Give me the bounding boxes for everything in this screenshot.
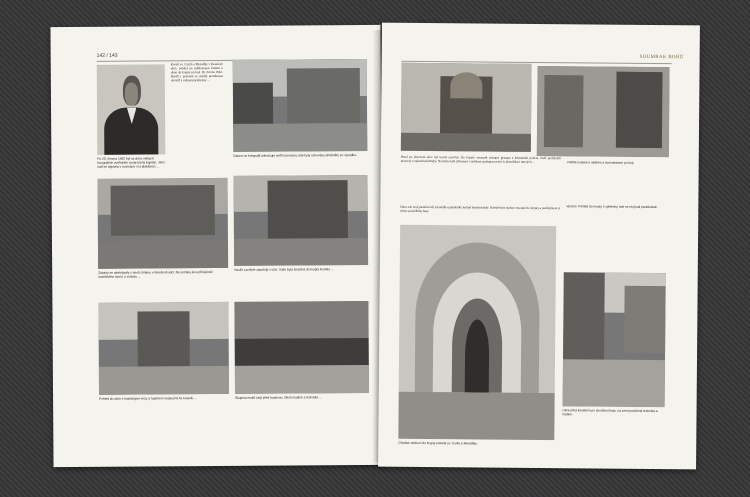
running-head: SOUMRAK BOHŮ <box>639 54 684 61</box>
body-text-1: Hned po skončení akce byl kostel uzavřen. Do krypty vstoupili zástupci gestapa a kriminální policie, kteří prohledali prostory a zajistili předměty. Na místo byli přivezeni i zadržení spolupracovníci k identifikaci mrtvých ... <box>400 154 561 164</box>
body-text: Kostel sv. Cyrila a Metoděje v Resslově ulici, pohled na poškozenou fasádu a okno do krypty po boji 18. června 1942. Hasiči i policisté se snažili proniknout dovnitř a vyhnat parašutisty ... <box>170 61 223 83</box>
photo-altar <box>401 63 532 152</box>
caption-portrait: Po 20. června 1942 byl na dvou velkých fotografiích zveřejněn vyobrazený kapitán. Jeho tvář se objevila v novinách i na plakátech ... <box>97 156 165 169</box>
photo-church-interior <box>537 66 670 157</box>
caption-photo-2: Zásahy se odehrávaly v okolí chrámu v Resslově ulici. Na snímku jsou příslušníci hasičského sboru u vchodu ... <box>98 270 213 279</box>
right-page <box>378 23 700 470</box>
photo-street-1 <box>233 59 368 152</box>
caption-photo-3: Hasiči a policie zasahují v ulici. Voda byla čerpána do krypty kostela ... <box>234 267 334 272</box>
portrait-photo <box>97 64 166 154</box>
caption-crypt-niches: Vpravo: Pohled do krypty s výklenky, kde se ukrývali parašutisté. <box>566 204 658 210</box>
caption-photo-1: Datum na fotografii zobrazuje vnitřní prostory, kde byly uchovány předměty po výsadku. <box>233 153 357 158</box>
left-page <box>50 25 383 467</box>
photo-firemen-1 <box>98 178 229 269</box>
caption-street-after: Ulice před kostelem po skončení boje, na zemi poničená technika a hadice. <box>562 408 658 417</box>
body-text-2: Dnes zde stojí pamětní síň národního památníku hrdinů heydrichiády. Návštěvníci mohou vstoupit do krypty a prohlédnout si místo posledního boje. <box>400 204 561 214</box>
photo-crypt-corridor <box>398 225 556 440</box>
caption-photo-5: Skupina mužů stojí před budovou. Okolo hadice a technika ... <box>235 395 322 400</box>
photo-crowd <box>234 301 369 394</box>
photo-firemen-2 <box>234 175 369 266</box>
photo-street-after <box>563 272 666 407</box>
caption-crypt: Chodba vedoucí do krypty kostela sv. Cyrila a Metoděje. <box>398 440 478 446</box>
caption-altar: Vnitřek kostela s oltářem a ikonostasem po boji. <box>566 160 635 165</box>
caption-photo-4: Pohled do ulice s hasičskými vozy a hadicemi vedenými ke kostelu ... <box>99 396 197 401</box>
page-number: 142 / 143 <box>96 52 118 59</box>
photo-street-2 <box>98 302 229 395</box>
